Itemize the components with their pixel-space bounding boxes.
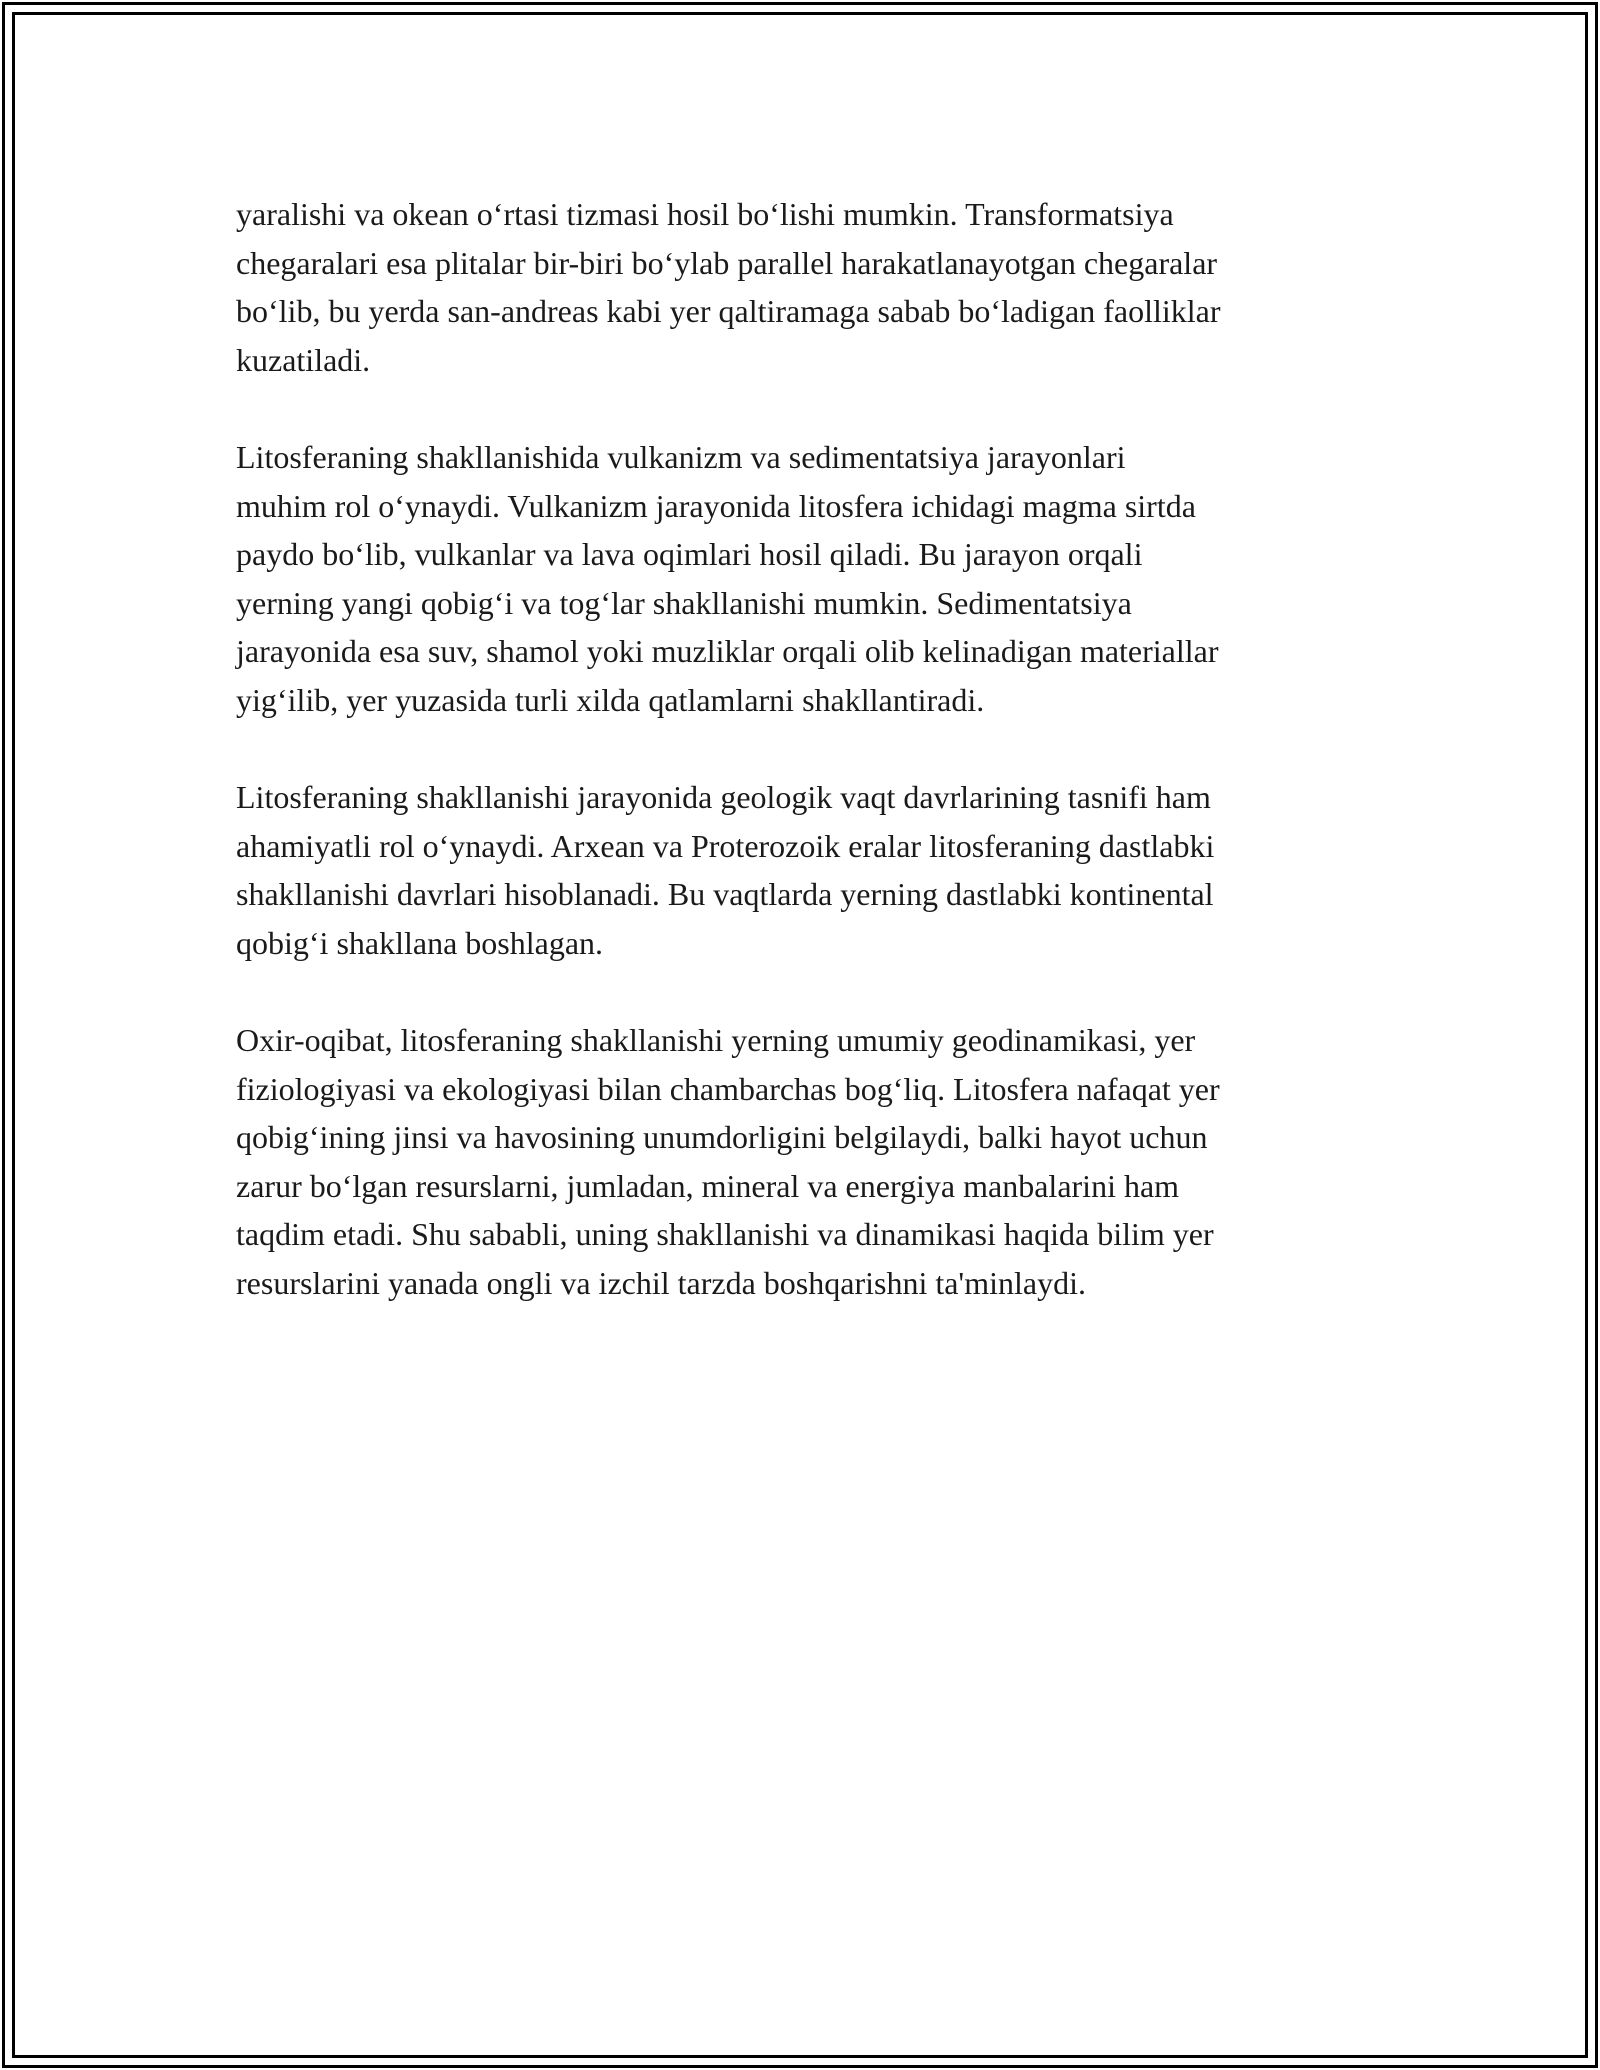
paragraph-line: resurslarini yanada ongli va izchil tarzda boshqarishni ta'minlaydi. xyxy=(236,1265,1086,1302)
paragraph-line: kuzatiladi. xyxy=(236,341,371,378)
paragraph-line: jarayonida esa suv, shamol yoki muzliklar orqali olib kelinadigan materiallar xyxy=(236,633,1219,670)
paragraph-line: yaralishi va okean oʻrtasi tizmasi hosil boʻlishi mumkin. Transformatsiya xyxy=(236,196,1174,232)
paragraph-line: zarur boʻlgan resurslarni, jumladan, mineral va energiya manbalarini ham xyxy=(236,1167,1180,1204)
paragraph-line: qobigʻi shakllana boshlagan. xyxy=(236,924,604,961)
paragraph-line: chegaralari esa plitalar bir-biri boʻylab parallel harakatlanayotgan chegaralar xyxy=(236,244,1218,281)
paragraph-line: Oxir-oqibat, litosferaning shakllanishi yerning umumiy geodinamikasi, yer xyxy=(236,1022,1196,1059)
paragraph-line: ahamiyatli rol oʻynaydi. Arxean va Proterozoik eralar litosferaning dastlabki xyxy=(236,827,1215,864)
paragraph-line: qobigʻining jinsi va havosining unumdorligini belgilaydi, balki hayot uchun xyxy=(236,1119,1208,1156)
paragraph-line: yigʻilib, yer yuzasida turli xilda qatlamlarni shakllantiradi. xyxy=(236,681,985,718)
paragraph-line: taqdim etadi. Shu sababli, uning shakllanishi va dinamikasi haqida bilim yer xyxy=(236,1216,1214,1253)
paragraph-1 xyxy=(236,190,1376,384)
paragraph-line: yerning yangi qobigʻi va togʻlar shakllanishi mumkin. Sedimentatsiya xyxy=(236,584,1132,621)
paragraph-line: Litosferaning shakllanishi jarayonida geologik vaqt davrlarining tasnifi ham xyxy=(236,779,1211,816)
paragraph-line: muhim rol oʻynaydi. Vulkanizm jarayonida litosfera ichidagi magma sirtda xyxy=(236,487,1196,524)
paragraph-2 xyxy=(236,433,1376,725)
paragraph-line: Litosferaning shakllanishida vulkanizm va sedimentatsiya jarayonlari xyxy=(236,438,1126,475)
paragraph-line: paydo boʻlib, vulkanlar va lava oqimlari hosil qiladi. Bu jarayon orqali xyxy=(236,536,1143,573)
paragraph-3 xyxy=(236,773,1376,967)
paragraph-4 xyxy=(236,1016,1376,1308)
paragraph-line: shakllanishi davrlari hisoblanadi. Bu vaqtlarda yerning dastlabki kontinental xyxy=(236,876,1214,913)
document-body xyxy=(236,190,1376,1356)
paragraph-line: fiziologiyasi va ekologiyasi bilan chambarchas bogʻliq. Litosfera nafaqat yer xyxy=(236,1070,1220,1107)
paragraph-line: boʻlib, bu yerda san-andreas kabi yer qaltiramaga sabab boʻladigan faolliklar xyxy=(236,293,1221,330)
